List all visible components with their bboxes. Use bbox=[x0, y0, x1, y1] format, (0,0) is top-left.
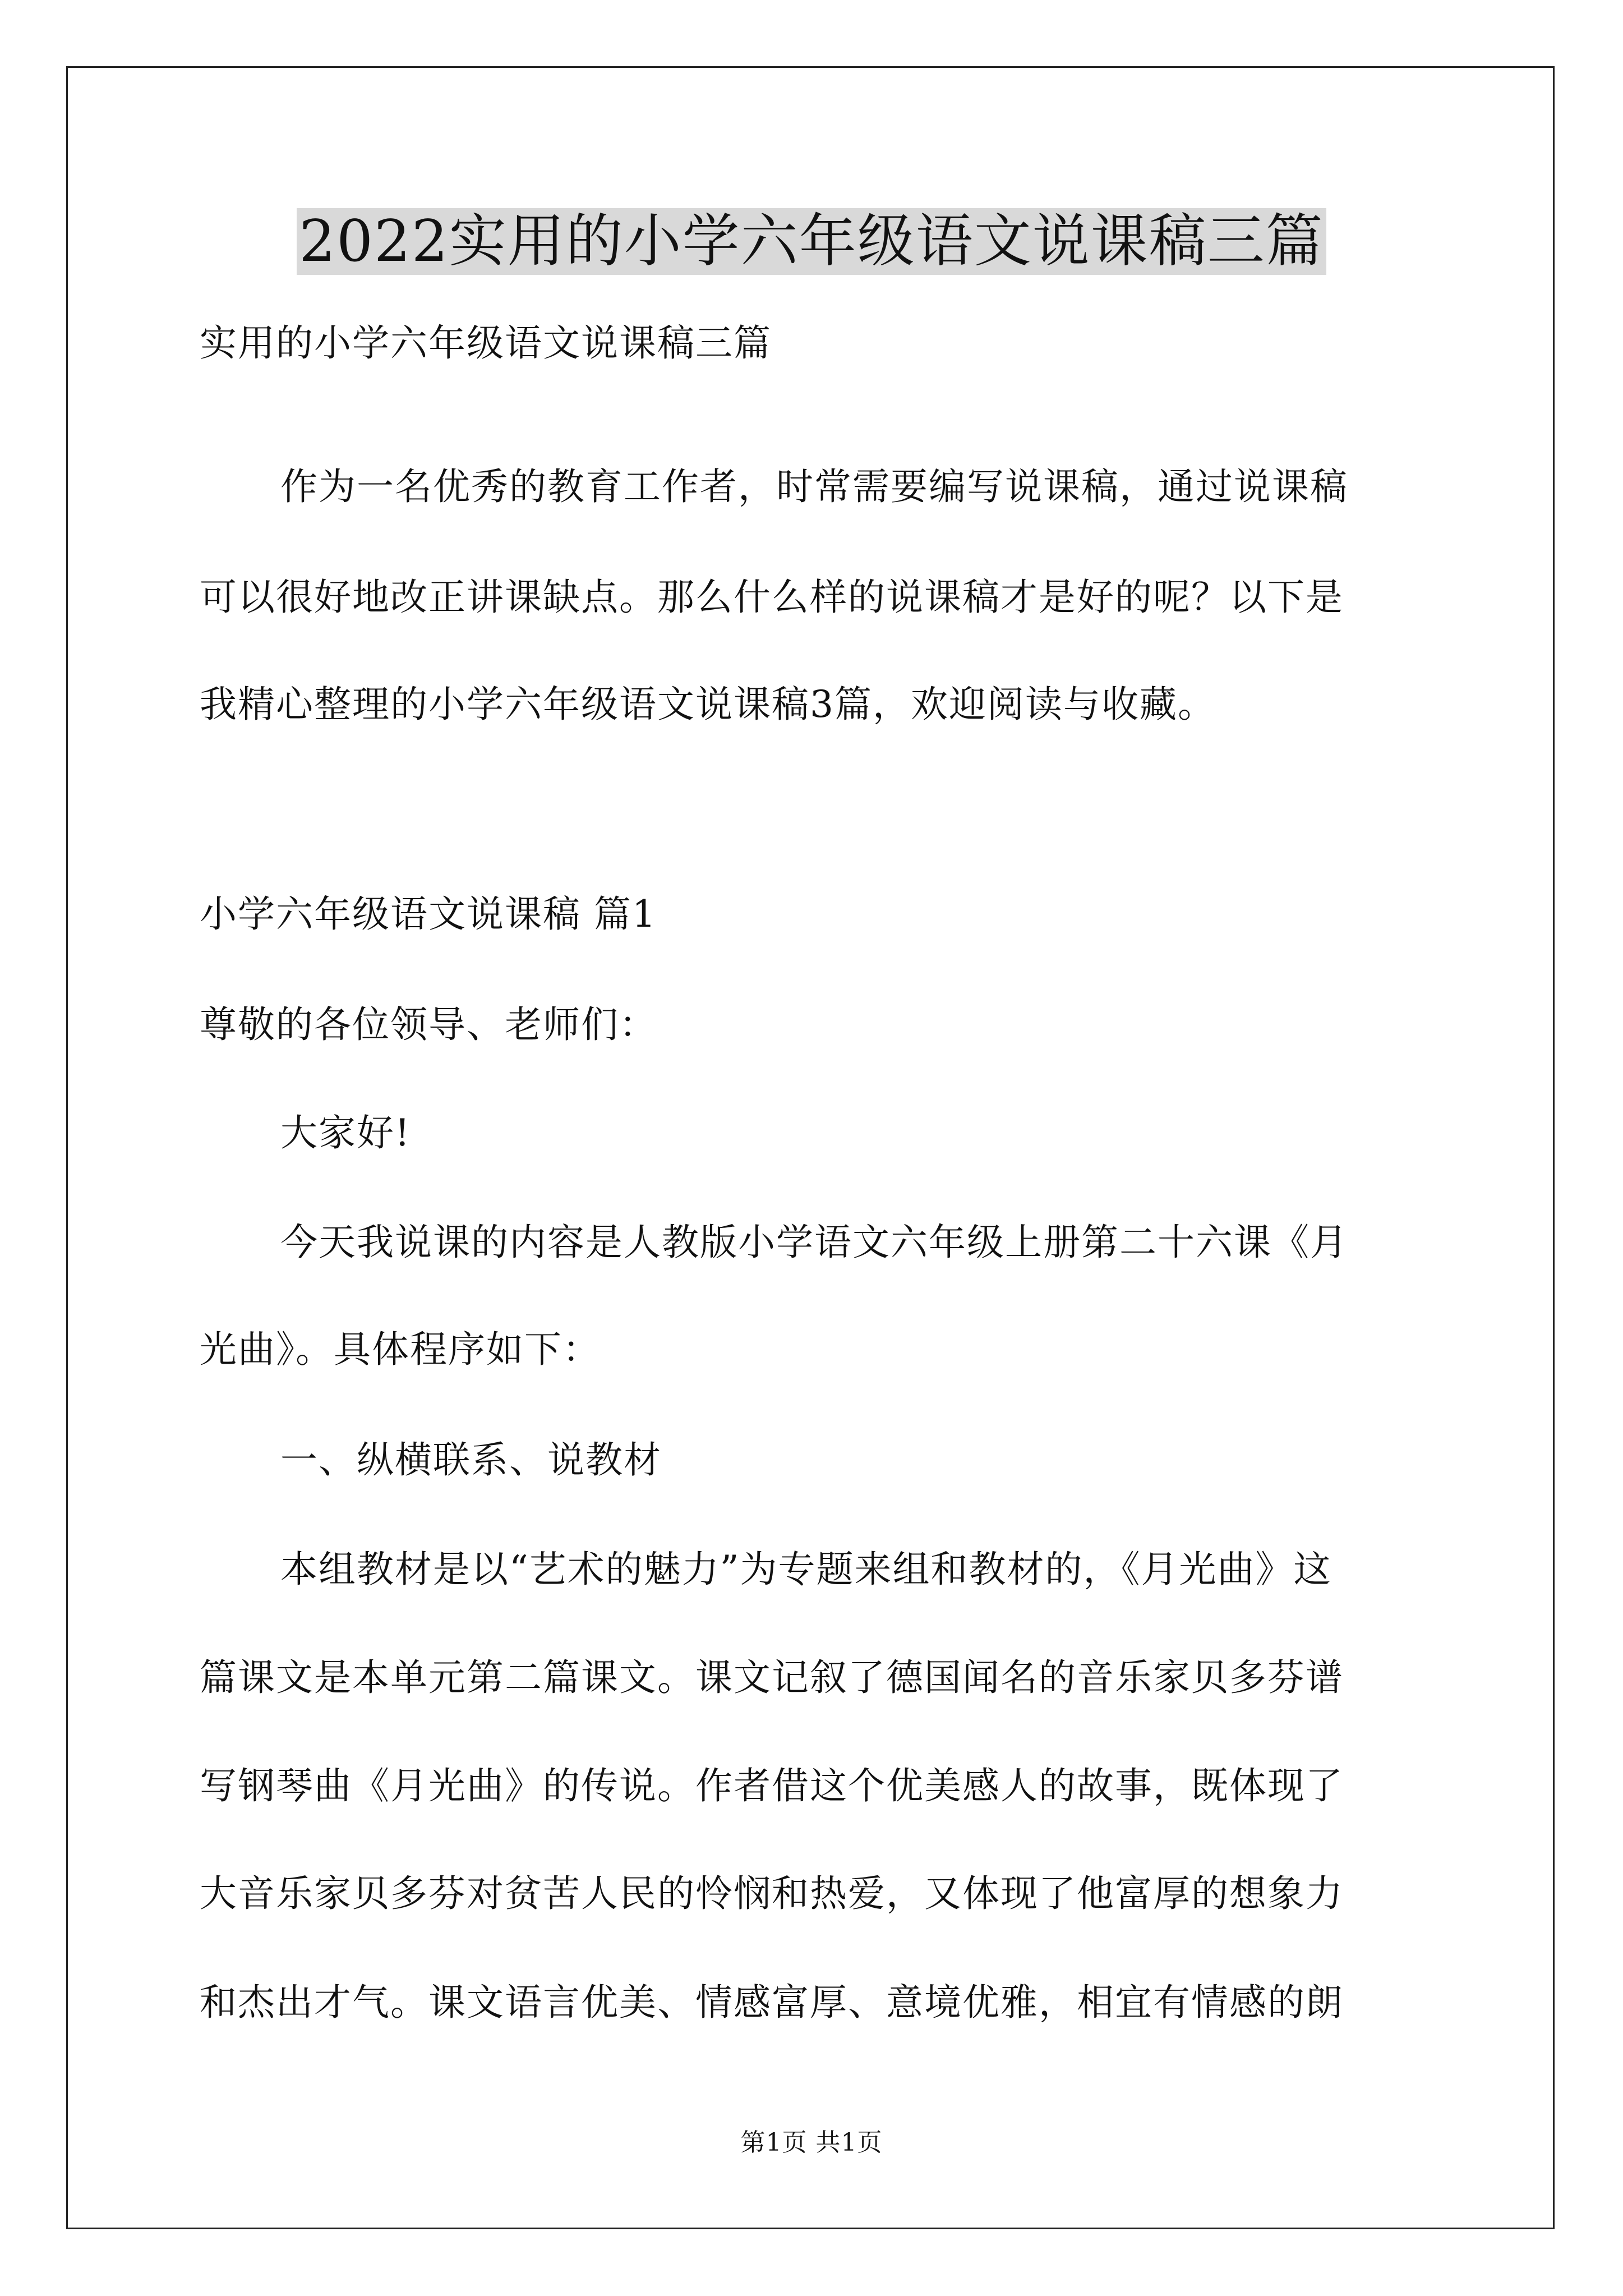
paragraph-line: 可以很好地改正讲课缺点。那么什么样的说课稿才是好的呢？以下是 bbox=[200, 576, 1344, 619]
paragraph-line: 我精心整理的小学六年级语文说课稿3篇，欢迎阅读与收藏。 bbox=[200, 683, 1216, 726]
subsection-heading: 一、纵横联系、说教材 bbox=[280, 1438, 662, 1481]
page-footer: 第1页 共1页 bbox=[740, 2128, 883, 2157]
paragraph-line: 和杰出才气。课文语言优美、情感富厚、意境优雅，相宜有情感的朗 bbox=[200, 1981, 1344, 2024]
subtitle-line: 实用的小学六年级语文说课稿三篇 bbox=[200, 321, 772, 365]
section-heading: 小学六年级语文说课稿 篇1 bbox=[200, 892, 657, 936]
document-title-text: 2022实用的小学六年级语文说课稿三篇 bbox=[297, 208, 1326, 275]
document-title bbox=[0, 200, 1623, 284]
paragraph-line: 写钢琴曲《月光曲》的传说。作者借这个优美感人的故事，既体现了 bbox=[200, 1764, 1344, 1807]
paragraph-line: 光曲》。具体程序如下： bbox=[200, 1328, 601, 1371]
greeting-line: 大家好! bbox=[280, 1111, 411, 1154]
paragraph-line: 作为一名优秀的教育工作者，时常需要编写说课稿，通过说课稿 bbox=[280, 465, 1348, 508]
paragraph-line: 大音乐家贝多芬对贫苦人民的怜悯和热爱，又体现了他富厚的想象力 bbox=[200, 1872, 1344, 1915]
paragraph-line: 本组教材是以“艺术的魅力”为专题来组和教材的，《月光曲》这 bbox=[280, 1548, 1332, 1591]
paragraph-line: 篇课文是本单元第二篇课文。课文记叙了德国闻名的音乐家贝多芬谱 bbox=[200, 1656, 1344, 1699]
paragraph-line: 今天我说课的内容是人教版小学语文六年级上册第二十六课《月 bbox=[280, 1221, 1348, 1264]
salutation-line: 尊敬的各位领导、老师们： bbox=[200, 1003, 657, 1046]
